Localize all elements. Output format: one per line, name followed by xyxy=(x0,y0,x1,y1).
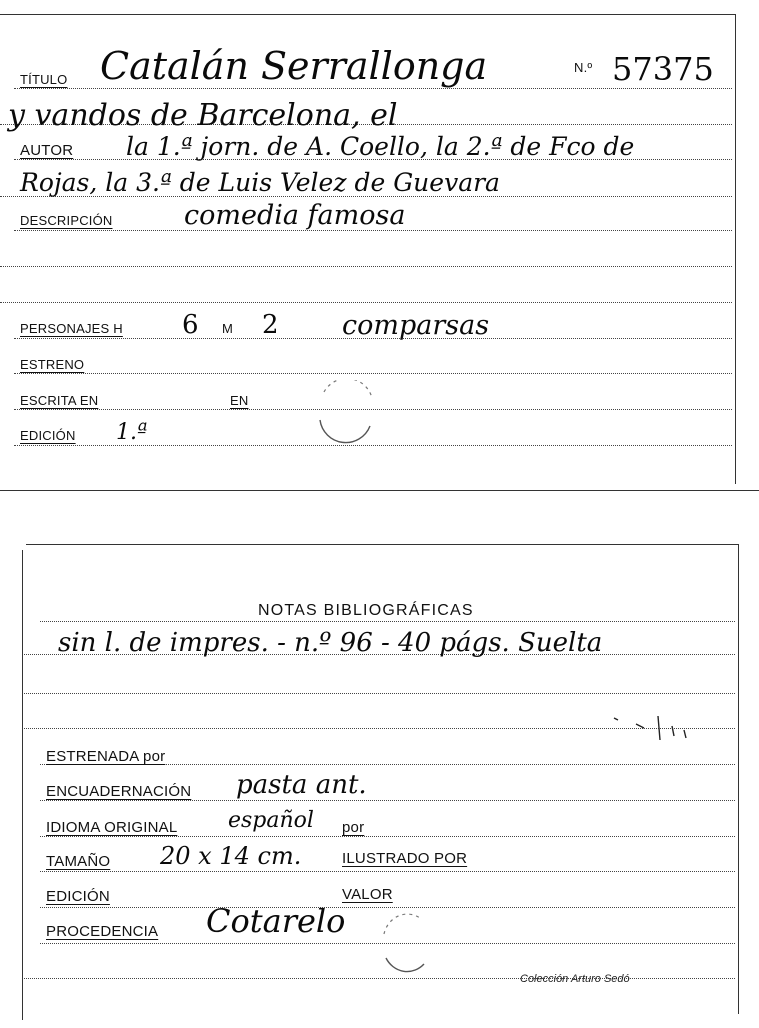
label-numero: N.º xyxy=(574,60,593,75)
value-idioma-original: español xyxy=(228,808,314,833)
card-top-right-edge xyxy=(735,14,736,484)
value-numero: 57375 xyxy=(612,50,714,88)
label-tamano: TAMAÑO xyxy=(46,853,111,870)
pencil-mark-icon xyxy=(608,710,692,750)
rule-line xyxy=(24,693,735,694)
label-autor: AUTOR xyxy=(20,142,74,159)
rule-line xyxy=(14,445,732,446)
label-encuadernacion: ENCUADERNACIÓN xyxy=(46,783,192,800)
value-tamano: 20 x 14 cm. xyxy=(160,842,302,870)
label-descripcion: DESCRIPCIÓN xyxy=(20,213,113,228)
value-descripcion: comedia famosa xyxy=(184,200,406,231)
label-titulo: TÍTULO xyxy=(20,72,68,87)
stamp-circle-icon xyxy=(312,380,382,444)
rule-line xyxy=(14,88,732,89)
card-bottom-right-edge xyxy=(738,544,739,1014)
label-estrenada-por: ESTRENADA por xyxy=(46,748,166,765)
label-idioma-original: IDIOMA ORIGINAL xyxy=(46,819,178,836)
rule-line xyxy=(0,302,732,303)
value-personajes-extra: comparsas xyxy=(342,310,490,341)
value-personajes-h: 6 xyxy=(182,310,199,340)
card-top-bottom-edge xyxy=(0,490,759,491)
rule-line xyxy=(40,800,735,801)
label-valor: VALOR xyxy=(342,886,393,903)
stamp-circle-icon xyxy=(370,908,434,978)
label-escrita-en: ESCRITA EN xyxy=(20,393,99,408)
value-edicion: 1.ª xyxy=(116,420,148,445)
catalog-card-bottom xyxy=(0,540,759,1028)
collection-credit: Colección Arturo Sedó xyxy=(520,973,630,985)
label-procedencia: PROCEDENCIA xyxy=(46,923,159,940)
rule-line xyxy=(40,836,735,837)
value-personajes-m: 2 xyxy=(262,310,279,340)
value-notas: sin l. de impres. - n.º 96 - 40 págs. Suelta xyxy=(58,628,603,658)
label-en: EN xyxy=(230,393,249,408)
label-ilustrado-por: ILUSTRADO POR xyxy=(342,850,468,867)
value-titulo-line1: Catalán Serrallonga xyxy=(100,44,488,88)
value-autor-line2: Rojas, la 3.ª de Luis Velez de Guevara xyxy=(20,168,500,197)
value-procedencia: Cotarelo xyxy=(206,902,346,940)
label-edicion: EDICIÓN xyxy=(20,428,76,443)
value-encuadernacion: pasta ant. xyxy=(236,770,367,800)
label-por: por xyxy=(342,819,365,836)
value-autor-line1: la 1.ª jorn. de A. Coello, la 2.ª de Fco de xyxy=(126,132,635,161)
label-edicion-bottom: EDICIÓN xyxy=(46,888,110,905)
rule-line xyxy=(40,871,735,872)
catalog-card-top xyxy=(0,0,759,492)
rule-line xyxy=(40,621,735,622)
label-personajes: PERSONAJES H xyxy=(20,321,123,336)
label-notas-bibliograficas: NOTAS BIBLIOGRÁFICAS xyxy=(258,602,474,619)
card-bottom-border xyxy=(26,544,738,545)
card-top-border xyxy=(0,14,735,15)
label-estreno: ESTRENO xyxy=(20,357,85,372)
value-titulo-line2: y vandos de Barcelona, el xyxy=(8,98,398,133)
label-personajes-m: M xyxy=(222,321,234,336)
rule-line xyxy=(14,373,732,374)
card-bottom-left-edge xyxy=(22,550,23,1020)
rule-line xyxy=(0,266,732,267)
